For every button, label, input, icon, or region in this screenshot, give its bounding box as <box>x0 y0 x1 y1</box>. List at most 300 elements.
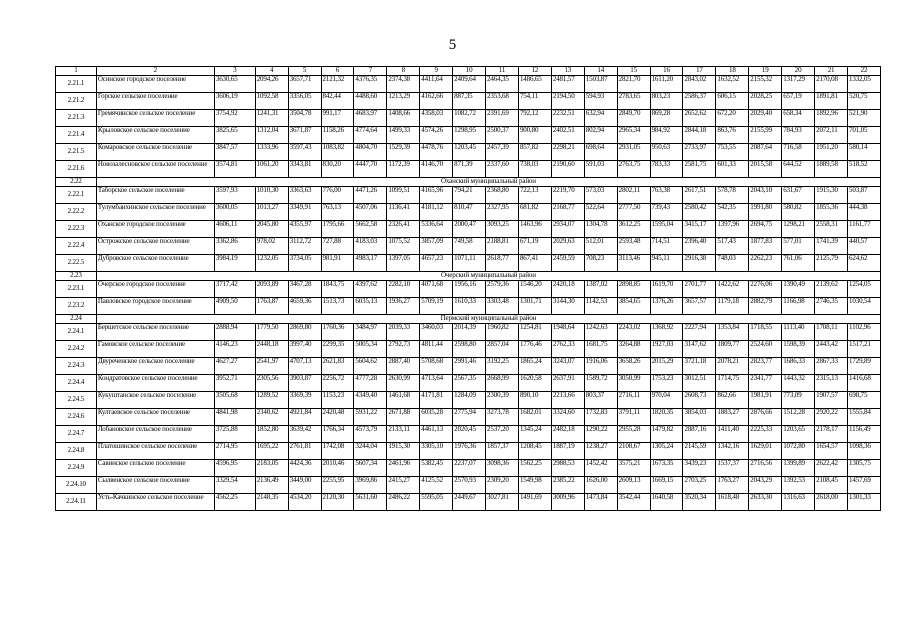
value-cell: 1491,69 <box>518 494 551 511</box>
settlement-name: Павловское городское поселение <box>96 298 214 315</box>
value-cell: 1779,50 <box>255 324 288 341</box>
column-number: 10 <box>453 67 486 76</box>
page-number: 5 <box>448 37 457 53</box>
value-cell: 2598,80 <box>453 341 486 358</box>
table-row <box>56 477 881 494</box>
value-cell: 1669,15 <box>650 477 683 494</box>
value-cell: 714,51 <box>650 238 683 255</box>
value-cell: 4447,70 <box>354 161 387 178</box>
value-cell: 3734,05 <box>288 255 321 272</box>
value-cell: 1681,75 <box>584 341 617 358</box>
settlement-name: Гремячинское сельское поселение <box>96 110 214 127</box>
value-cell: 2988,53 <box>551 460 584 477</box>
value-cell: 1611,20 <box>650 76 683 93</box>
value-cell: 4355,97 <box>288 221 321 238</box>
value-cell: 749,58 <box>453 238 486 255</box>
row-code: 2.21.5 <box>56 144 97 161</box>
value-cell: 3969,86 <box>354 477 387 494</box>
value-cell: 444,38 <box>848 204 881 221</box>
value-cell: 3113,46 <box>617 255 650 272</box>
value-cell: 1618,48 <box>716 494 749 511</box>
value-cell: 4507,06 <box>354 204 387 221</box>
value-cell: 1619,70 <box>650 281 683 298</box>
value-cell: 1392,53 <box>782 477 815 494</box>
value-cell: 2570,93 <box>453 477 486 494</box>
value-cell: 4397,62 <box>354 281 387 298</box>
value-cell: 2580,42 <box>683 204 716 221</box>
value-cell: 2309,20 <box>486 477 519 494</box>
value-cell: 1289,52 <box>255 392 288 409</box>
settlement-name: Бершетское сельское поселение <box>96 324 214 341</box>
value-cell: 2155,99 <box>749 127 782 144</box>
value-cell: 2777,50 <box>617 204 650 221</box>
value-cell: 2045,80 <box>255 221 288 238</box>
settlement-name: Савинское сельское поселение <box>96 460 214 477</box>
value-cell: 2920,22 <box>815 409 848 426</box>
value-cell: 1686,33 <box>782 358 815 375</box>
value-cell: 783,33 <box>650 161 683 178</box>
value-cell: 6035,13 <box>354 298 387 315</box>
value-cell: 2043,10 <box>749 187 782 204</box>
value-cell: 2300,39 <box>486 392 519 409</box>
value-cell: 1673,35 <box>650 460 683 477</box>
value-cell: 1213,29 <box>387 93 420 110</box>
value-cell: 1416,68 <box>848 375 881 392</box>
column-number: 21 <box>815 67 848 76</box>
table-row <box>56 204 881 221</box>
value-cell: 2637,91 <box>551 375 584 392</box>
value-cell: 1981,91 <box>749 392 782 409</box>
value-cell: 2916,38 <box>683 255 716 272</box>
value-cell: 1843,75 <box>321 281 354 298</box>
column-number: 13 <box>551 67 584 76</box>
value-cell: 1304,78 <box>584 221 617 238</box>
value-cell: 2876,66 <box>749 409 782 426</box>
value-cell: 2537,20 <box>486 426 519 443</box>
value-cell: 5604,62 <box>354 358 387 375</box>
value-cell: 1254,05 <box>848 281 881 298</box>
value-cell: 3854,03 <box>683 409 716 426</box>
value-cell: 580,82 <box>782 204 815 221</box>
value-cell: 2145,59 <box>683 443 716 460</box>
value-cell: 594,93 <box>584 93 617 110</box>
value-cell: 3721,18 <box>683 358 716 375</box>
value-cell: 3671,87 <box>288 127 321 144</box>
row-code: 2.24.3 <box>56 358 97 375</box>
value-cell: 1976,36 <box>453 443 486 460</box>
value-cell: 2078,21 <box>716 358 749 375</box>
value-cell: 1083,82 <box>321 144 354 161</box>
table-row <box>56 298 881 315</box>
value-cell: 1729,89 <box>848 358 881 375</box>
value-cell: 1452,42 <box>584 460 617 477</box>
value-cell: 2087,64 <box>749 144 782 161</box>
value-cell: 1753,23 <box>650 375 683 392</box>
value-cell: 1345,24 <box>518 426 551 443</box>
value-cell: 2849,70 <box>617 110 650 127</box>
value-cell: 3303,48 <box>486 298 519 315</box>
value-cell: 2857,04 <box>486 341 519 358</box>
value-cell: 2262,23 <box>749 255 782 272</box>
value-cell: 2821,70 <box>617 76 650 93</box>
value-cell: 2391,69 <box>486 110 519 127</box>
row-code: 2.21.4 <box>56 127 97 144</box>
value-cell: 1517,21 <box>848 341 881 358</box>
row-code: 2.22.3 <box>56 221 97 238</box>
value-cell: 1397,05 <box>387 255 420 272</box>
value-cell: 2029,40 <box>749 110 782 127</box>
value-cell: 1512,28 <box>782 409 815 426</box>
value-cell: 1099,51 <box>387 187 420 204</box>
value-cell: 2792,73 <box>387 341 420 358</box>
value-cell: 2618,77 <box>486 255 519 272</box>
value-cell: 4358,03 <box>420 110 453 127</box>
value-cell: 887,35 <box>453 93 486 110</box>
value-cell: 2120,30 <box>321 494 354 511</box>
row-code: 2.22.4 <box>56 238 97 255</box>
value-cell: 4627,27 <box>214 358 255 375</box>
value-cell: 606,15 <box>716 93 749 110</box>
value-cell: 2733,97 <box>683 144 716 161</box>
value-cell: 580,14 <box>848 144 881 161</box>
value-cell: 2353,68 <box>486 93 519 110</box>
value-cell: 3369,39 <box>288 392 321 409</box>
settlement-name: Лобановское сельское поселение <box>96 426 214 443</box>
row-code: 2.24.8 <box>56 443 97 460</box>
value-cell: 1956,16 <box>453 281 486 298</box>
value-cell: 4596,95 <box>214 460 255 477</box>
value-cell: 2593,48 <box>617 238 650 255</box>
value-cell: 2617,51 <box>683 187 716 204</box>
value-cell: 2039,33 <box>387 324 420 341</box>
settlement-name: Комаровское сельское поселение <box>96 144 214 161</box>
value-cell: 3467,28 <box>288 281 321 298</box>
value-cell: 578,78 <box>716 187 749 204</box>
value-cell: 1960,82 <box>486 324 519 341</box>
value-cell: 4573,79 <box>354 426 387 443</box>
value-cell: 1610,33 <box>453 298 486 315</box>
value-cell: 2887,16 <box>683 426 716 443</box>
value-cell: 4125,52 <box>420 477 453 494</box>
value-cell: 2305,56 <box>255 375 288 392</box>
value-cell: 2243,02 <box>617 324 650 341</box>
value-cell: 890,10 <box>518 392 551 409</box>
value-cell: 4162,66 <box>420 93 453 110</box>
value-cell: 512,01 <box>584 238 617 255</box>
value-cell: 2934,07 <box>551 221 584 238</box>
table-row <box>56 93 881 110</box>
value-cell: 3597,43 <box>288 144 321 161</box>
value-cell: 803,37 <box>584 392 617 409</box>
value-cell: 1158,26 <box>321 127 354 144</box>
value-cell: 830,20 <box>321 161 354 178</box>
row-code: 2.23.1 <box>56 281 97 298</box>
value-cell: 3520,34 <box>683 494 716 511</box>
value-cell: 2618,00 <box>815 494 848 511</box>
settlement-name: Култаевское сельское поселение <box>96 409 214 426</box>
value-cell: 1298,95 <box>453 127 486 144</box>
value-cell: 1305,24 <box>650 443 683 460</box>
value-cell: 1916,06 <box>584 358 617 375</box>
value-cell: 3504,78 <box>288 110 321 127</box>
value-cell: 722,13 <box>518 187 551 204</box>
value-cell: 708,23 <box>584 255 617 272</box>
value-cell: 672,20 <box>716 110 749 127</box>
value-cell: 1376,26 <box>650 298 683 315</box>
value-cell: 2762,33 <box>551 341 584 358</box>
value-cell: 2746,35 <box>815 298 848 315</box>
value-cell: 3542,44 <box>617 494 650 511</box>
value-cell: 716,58 <box>782 144 815 161</box>
value-cell: 2170,08 <box>815 76 848 93</box>
value-cell: 2965,34 <box>617 127 650 144</box>
value-cell: 1852,80 <box>255 426 288 443</box>
value-cell: 1241,31 <box>255 110 288 127</box>
value-cell: 2701,77 <box>683 281 716 298</box>
value-cell: 3484,97 <box>354 324 387 341</box>
value-cell: 4683,97 <box>354 110 387 127</box>
settlement-name: Гамовское сельское поселение <box>96 341 214 358</box>
value-cell: 644,52 <box>782 161 815 178</box>
value-cell: 4777,28 <box>354 375 387 392</box>
value-cell: 2121,32 <box>321 76 354 93</box>
value-cell: 4376,35 <box>354 76 387 93</box>
table-row <box>56 443 881 460</box>
value-cell: 2869,80 <box>288 324 321 341</box>
value-cell: 1312,04 <box>255 127 288 144</box>
column-number: 8 <box>387 67 420 76</box>
value-cell: 1082,72 <box>453 110 486 127</box>
value-cell: 681,82 <box>518 204 551 221</box>
value-cell: 2337,60 <box>486 161 519 178</box>
value-cell: 1714,75 <box>716 375 749 392</box>
value-cell: 2136,49 <box>255 477 288 494</box>
row-code: 2.22.2 <box>56 204 97 221</box>
value-cell: 4461,13 <box>420 426 453 443</box>
table-row <box>56 255 881 272</box>
column-number: 1 <box>56 67 97 76</box>
value-cell: 2457,39 <box>486 144 519 161</box>
value-cell: 4183,03 <box>354 238 387 255</box>
value-cell: 2668,99 <box>486 375 519 392</box>
value-cell: 792,12 <box>518 110 551 127</box>
value-cell: 3050,99 <box>617 375 650 392</box>
value-cell: 517,43 <box>716 238 749 255</box>
value-cell: 1172,39 <box>387 161 420 178</box>
settlement-name: Платошинское сельское поселение <box>96 443 214 460</box>
settlement-name: Осинское городское поселение <box>96 76 214 93</box>
value-cell: 2385,22 <box>551 477 584 494</box>
value-cell: 773,09 <box>782 392 815 409</box>
value-cell: 4713,64 <box>420 375 453 392</box>
table-row <box>56 494 881 511</box>
value-cell: 991,17 <box>321 110 354 127</box>
value-cell: 1161,77 <box>848 221 881 238</box>
value-cell: 3575,21 <box>617 460 650 477</box>
value-cell: 1166,98 <box>782 298 815 315</box>
value-cell: 2168,77 <box>551 204 584 221</box>
value-cell: 3952,71 <box>214 375 255 392</box>
value-cell: 984,92 <box>650 127 683 144</box>
column-number: 19 <box>749 67 782 76</box>
column-number: 11 <box>486 67 519 76</box>
value-cell: 1333,96 <box>255 144 288 161</box>
column-number: 22 <box>848 67 881 76</box>
row-code: 2.24.11 <box>56 494 97 511</box>
value-cell: 794,21 <box>453 187 486 204</box>
value-cell: 1626,00 <box>584 477 617 494</box>
row-code: 2.21.6 <box>56 161 97 178</box>
value-cell: 3144,30 <box>551 298 584 315</box>
value-cell: 3273,78 <box>486 409 519 426</box>
value-cell: 753,55 <box>716 144 749 161</box>
value-cell: 2409,64 <box>453 76 486 93</box>
value-cell: 2299,35 <box>321 341 354 358</box>
value-cell: 3984,19 <box>214 255 255 272</box>
row-code: 2.21.3 <box>56 110 97 127</box>
value-cell: 2482,18 <box>551 426 584 443</box>
value-cell: 1948,64 <box>551 324 584 341</box>
value-cell: 2015,58 <box>749 161 782 178</box>
value-cell: 2622,42 <box>815 460 848 477</box>
value-cell: 5607,34 <box>354 460 387 477</box>
value-cell: 1537,37 <box>716 460 749 477</box>
value-cell: 1486,65 <box>518 76 551 93</box>
value-cell: 3012,51 <box>683 375 716 392</box>
value-cell: 1071,11 <box>453 255 486 272</box>
value-cell: 2775,94 <box>453 409 486 426</box>
value-cell: 2148,35 <box>255 494 288 511</box>
value-cell: 945,11 <box>650 255 683 272</box>
value-cell: 1820,35 <box>650 409 683 426</box>
table-row <box>56 341 881 358</box>
value-cell: 1473,84 <box>584 494 617 511</box>
value-cell: 2014,39 <box>453 324 486 341</box>
value-cell: 2621,83 <box>321 358 354 375</box>
value-cell: 631,67 <box>782 187 815 204</box>
value-cell: 701,05 <box>848 127 881 144</box>
value-cell: 1479,82 <box>650 426 683 443</box>
value-cell: 4534,20 <box>288 494 321 511</box>
value-cell: 3658,26 <box>617 358 650 375</box>
value-cell: 2761,81 <box>288 443 321 460</box>
table-row <box>56 426 881 443</box>
value-cell: 981,91 <box>321 255 354 272</box>
value-cell: 2000,47 <box>453 221 486 238</box>
value-cell: 1891,81 <box>815 93 848 110</box>
value-cell: 1203,65 <box>782 426 815 443</box>
value-cell: 1317,29 <box>782 76 815 93</box>
value-cell: 2093,89 <box>255 281 288 298</box>
value-cell: 2844,18 <box>683 127 716 144</box>
tariff-table <box>55 66 881 511</box>
value-cell: 2714,95 <box>214 443 255 460</box>
value-cell: 4478,76 <box>420 144 453 161</box>
value-cell: 4071,68 <box>420 281 453 298</box>
value-cell: 857,82 <box>518 144 551 161</box>
value-cell: 5005,34 <box>354 341 387 358</box>
value-cell: 3362,86 <box>214 238 255 255</box>
value-cell: 1142,53 <box>584 298 617 315</box>
value-cell: 1695,22 <box>255 443 288 460</box>
column-number: 6 <box>321 67 354 76</box>
value-cell: 2341,77 <box>749 375 782 392</box>
value-cell: 3857,09 <box>420 238 453 255</box>
value-cell: 5662,58 <box>354 221 387 238</box>
value-cell: 4707,13 <box>288 358 321 375</box>
value-cell: 4983,17 <box>354 255 387 272</box>
value-cell: 2020,45 <box>453 426 486 443</box>
value-cell: 784,93 <box>782 127 815 144</box>
value-cell: 2581,75 <box>683 161 716 178</box>
value-cell: 2368,80 <box>486 187 519 204</box>
value-cell: 3324,60 <box>551 409 584 426</box>
value-cell: 739,43 <box>650 204 683 221</box>
value-cell: 1499,33 <box>387 127 420 144</box>
section-title: Очерский муниципальный район <box>96 272 880 281</box>
value-cell: 1461,68 <box>387 392 420 409</box>
value-cell: 4659,36 <box>288 298 321 315</box>
value-cell: 1562,25 <box>518 460 551 477</box>
value-cell: 601,33 <box>716 161 749 178</box>
value-cell: 863,76 <box>716 127 749 144</box>
settlement-name: Горское сельское поселение <box>96 93 214 110</box>
value-cell: 1411,40 <box>716 426 749 443</box>
value-cell: 3098,36 <box>486 460 519 477</box>
row-code: 2.24.10 <box>56 477 97 494</box>
value-cell: 763,13 <box>321 204 354 221</box>
value-cell: 2802,11 <box>617 187 650 204</box>
value-cell: 4146,23 <box>214 341 255 358</box>
value-cell: 1072,80 <box>782 443 815 460</box>
value-cell: 1892,96 <box>815 110 848 127</box>
value-cell: 3305,10 <box>420 443 453 460</box>
value-cell: 1153,23 <box>321 392 354 409</box>
value-cell: 4171,81 <box>420 392 453 409</box>
value-cell: 3264,88 <box>617 341 650 358</box>
value-cell: 503,87 <box>848 187 881 204</box>
value-cell: 1991,80 <box>749 204 782 221</box>
value-cell: 1503,87 <box>584 76 617 93</box>
value-cell: 3825,65 <box>214 127 255 144</box>
value-cell: 803,23 <box>650 93 683 110</box>
value-cell: 3754,92 <box>214 110 255 127</box>
row-code: 2.24.1 <box>56 324 97 341</box>
value-cell: 862,66 <box>716 392 749 409</box>
column-number: 2 <box>96 67 214 76</box>
column-number: 9 <box>420 67 453 76</box>
value-cell: 1598,39 <box>782 341 815 358</box>
value-cell: 3027,81 <box>486 494 519 511</box>
section-code: 2.22 <box>56 178 97 187</box>
value-cell: 1763,87 <box>255 298 288 315</box>
value-cell: 1301,33 <box>848 494 881 511</box>
value-cell: 748,03 <box>716 255 749 272</box>
value-cell: 2194,50 <box>551 93 584 110</box>
value-cell: 2448,18 <box>255 341 288 358</box>
value-cell: 2579,36 <box>486 281 519 298</box>
value-cell: 2888,94 <box>214 324 255 341</box>
value-cell: 4606,11 <box>214 221 255 238</box>
value-cell: 2882,79 <box>749 298 782 315</box>
value-cell: 1443,32 <box>782 375 815 392</box>
value-cell: 3147,62 <box>683 341 716 358</box>
value-cell: 5709,19 <box>420 298 453 315</box>
table-row <box>56 187 881 204</box>
value-cell: 1589,72 <box>584 375 617 392</box>
value-cell: 1013,27 <box>255 204 288 221</box>
value-cell: 657,19 <box>782 93 815 110</box>
